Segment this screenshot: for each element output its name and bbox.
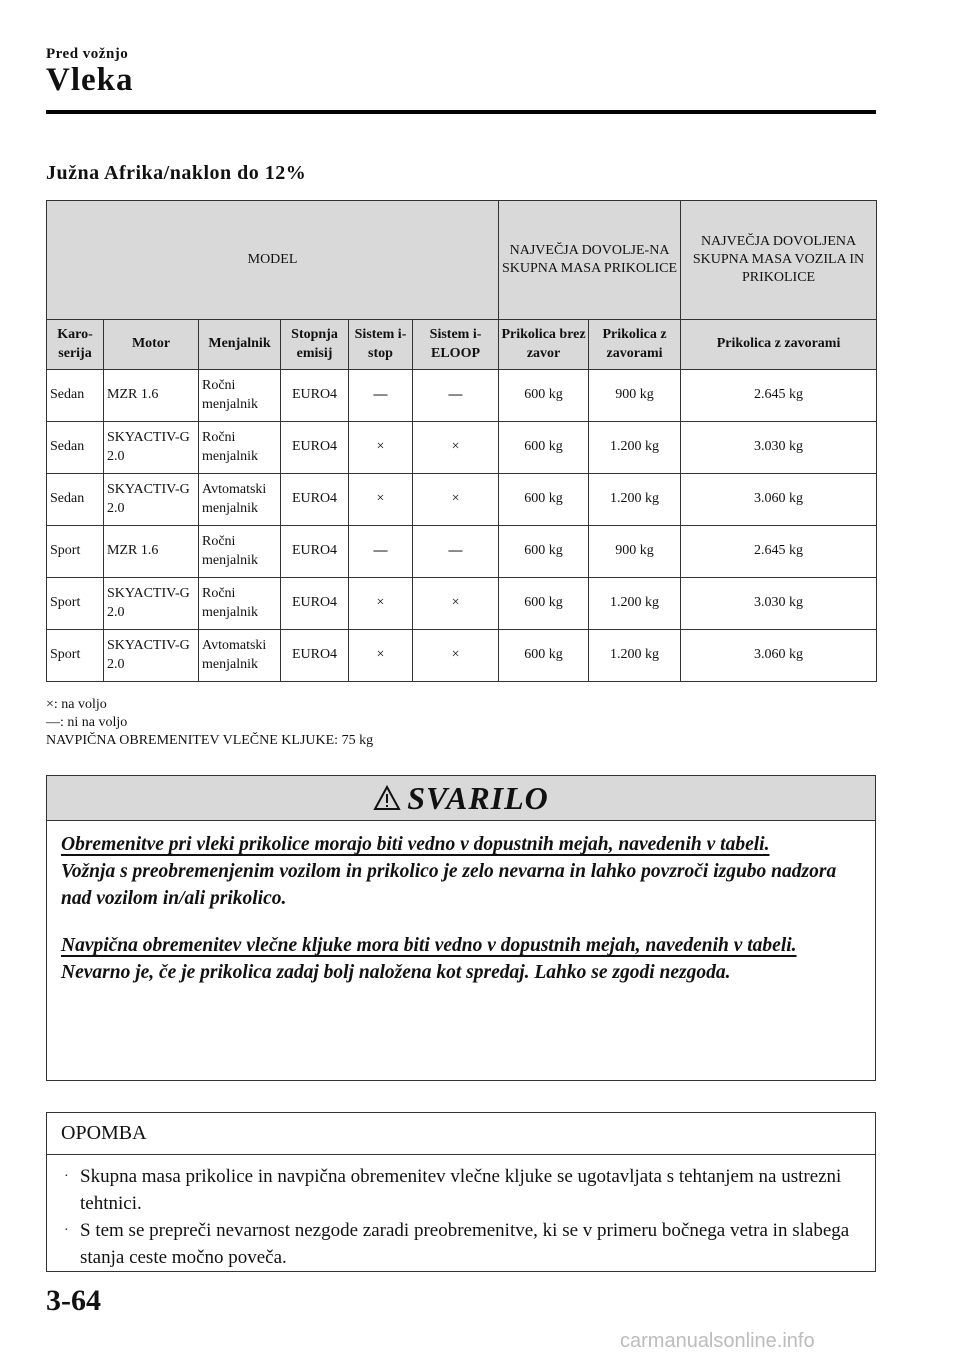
col-header: Karo-serija [47, 320, 104, 370]
warning-triangle-icon [373, 785, 401, 811]
cell-body: Sedan [47, 370, 104, 422]
cell-body: Sedan [47, 474, 104, 526]
col-header: Prikolica z zavorami [681, 320, 877, 370]
bullet-icon: · [64, 1169, 69, 1184]
section-label: Pred vožnjo [46, 46, 129, 62]
bullet-icon: · [64, 1223, 69, 1238]
cell-engine: MZR 1.6 [104, 370, 199, 422]
table-legend [46, 696, 373, 750]
cell-engine: SKYACTIV-G 2.0 [104, 422, 199, 474]
cell-combined: 3.030 kg [681, 578, 877, 630]
warning-text-4: Nevarno je, če je prikolica zadaj bolj naložena kot spredaj. Lahko se zgodi nezgoda. [61, 962, 731, 983]
watermark: carmanualsonline.info [620, 1330, 815, 1352]
cell-combined: 3.060 kg [681, 630, 877, 682]
table-row [47, 474, 877, 526]
cell-engine: MZR 1.6 [104, 526, 199, 578]
cell-engine: SKYACTIV-G 2.0 [104, 630, 199, 682]
page-number: 3-64 [46, 1284, 101, 1317]
cell-emission: EURO4 [281, 578, 349, 630]
cell-combined: 3.030 kg [681, 422, 877, 474]
model-group-header: MODEL [47, 201, 499, 320]
col-header: Menjalnik [199, 320, 281, 370]
cell-braked: 900 kg [589, 526, 681, 578]
col-header: Prikolica brez zavor [499, 320, 589, 370]
list-item [61, 1163, 861, 1217]
table-heading: Južna Afrika/naklon do 12% [46, 162, 307, 184]
cell-transmission: Ročni menjalnik [199, 422, 281, 474]
table-row [47, 526, 877, 578]
cell-ieloop: — [413, 370, 499, 422]
table-row [47, 630, 877, 682]
table-row [47, 422, 877, 474]
cell-transmission: Avtomatski menjalnik [199, 630, 281, 682]
warning-header [47, 776, 875, 821]
col-header: Motor [104, 320, 199, 370]
cell-unbraked: 600 kg [499, 578, 589, 630]
note-title: OPOMBA [47, 1113, 875, 1155]
list-item [61, 1217, 861, 1271]
cell-ieloop: × [413, 578, 499, 630]
cell-unbraked: 600 kg [499, 422, 589, 474]
legend-not-available: —: ni na voljo [46, 715, 128, 730]
cell-transmission: Ročni menjalnik [199, 370, 281, 422]
cell-braked: 1.200 kg [589, 630, 681, 682]
cell-body: Sport [47, 630, 104, 682]
cell-braked: 900 kg [589, 370, 681, 422]
cell-ieloop: × [413, 630, 499, 682]
title-divider [46, 110, 876, 114]
cell-istop: × [349, 422, 413, 474]
note-item-text: S tem se prepreči nevarnost nezgode zaradi preobremenitve, ki se v primeru bočnega vetra in slabega stanja ceste močno poveča. [80, 1220, 850, 1268]
warning-box [46, 775, 876, 1081]
cell-istop: × [349, 630, 413, 682]
cell-unbraked: 600 kg [499, 474, 589, 526]
col-header: Sistem i-ELOOP [413, 320, 499, 370]
cell-transmission: Ročni menjalnik [199, 578, 281, 630]
cell-emission: EURO4 [281, 630, 349, 682]
cell-unbraked: 600 kg [499, 370, 589, 422]
cell-istop: × [349, 474, 413, 526]
cell-emission: EURO4 [281, 526, 349, 578]
cell-unbraked: 600 kg [499, 630, 589, 682]
warning-text-2: Vožnja s preobremenjenim vozilom in prikolico je zelo nevarna in lahko povzroči izgubo nadzora nad vozilom in/ali prikolico. [61, 861, 837, 909]
page-title: Vleka [46, 62, 134, 98]
warning-text-3: Navpična obremenitev vlečne kljuke mora biti vedno v dopustnih mejah, navedenih v tabeli. [61, 935, 797, 956]
cell-emission: EURO4 [281, 370, 349, 422]
warning-body [47, 821, 875, 986]
towing-capacity-table [46, 200, 877, 682]
col-header: Stopnja emisij [281, 320, 349, 370]
legend-available: ×: na voljo [46, 697, 107, 712]
col-header: Prikolica z zavorami [589, 320, 681, 370]
warning-title: SVARILO [407, 779, 549, 816]
note-body [47, 1155, 875, 1271]
cell-emission: EURO4 [281, 474, 349, 526]
cell-body: Sport [47, 578, 104, 630]
table-row [47, 578, 877, 630]
cell-emission: EURO4 [281, 422, 349, 474]
cell-body: Sport [47, 526, 104, 578]
cell-braked: 1.200 kg [589, 578, 681, 630]
cell-ieloop: × [413, 422, 499, 474]
cell-istop: — [349, 526, 413, 578]
cell-transmission: Ročni menjalnik [199, 526, 281, 578]
col-header: Sistem i-stop [349, 320, 413, 370]
cell-combined: 2.645 kg [681, 370, 877, 422]
cell-istop: × [349, 578, 413, 630]
cell-ieloop: — [413, 526, 499, 578]
cell-ieloop: × [413, 474, 499, 526]
cell-combined: 2.645 kg [681, 526, 877, 578]
warning-text-1: Obremenitve pri vleki prikolice morajo biti vedno v dopustnih mejah, navedenih v tabeli. [61, 834, 770, 855]
cell-unbraked: 600 kg [499, 526, 589, 578]
cell-istop: — [349, 370, 413, 422]
cell-braked: 1.200 kg [589, 474, 681, 526]
cell-combined: 3.060 kg [681, 474, 877, 526]
cell-engine: SKYACTIV-G 2.0 [104, 578, 199, 630]
cell-braked: 1.200 kg [589, 422, 681, 474]
cell-transmission: Avtomatski menjalnik [199, 474, 281, 526]
cell-body: Sedan [47, 422, 104, 474]
trailer-mass-header: NAJVEČJA DOVOLJE-NA SKUPNA MASA PRIKOLICE [499, 201, 681, 320]
note-box [46, 1112, 876, 1272]
legend-tongue-load: NAVPIČNA OBREMENITEV VLEČNE KLJUKE: 75 kg [46, 733, 374, 748]
cell-engine: SKYACTIV-G 2.0 [104, 474, 199, 526]
combined-mass-header: NAJVEČJA DOVOLJENA SKUPNA MASA VOZILA IN PRIKOLICE [681, 201, 877, 320]
table-row [47, 370, 877, 422]
note-item-text: Skupna masa prikolice in navpična obremenitev vlečne kljuke se ugotavljata s tehtanjem na ustrezni tehtnici. [80, 1166, 842, 1214]
